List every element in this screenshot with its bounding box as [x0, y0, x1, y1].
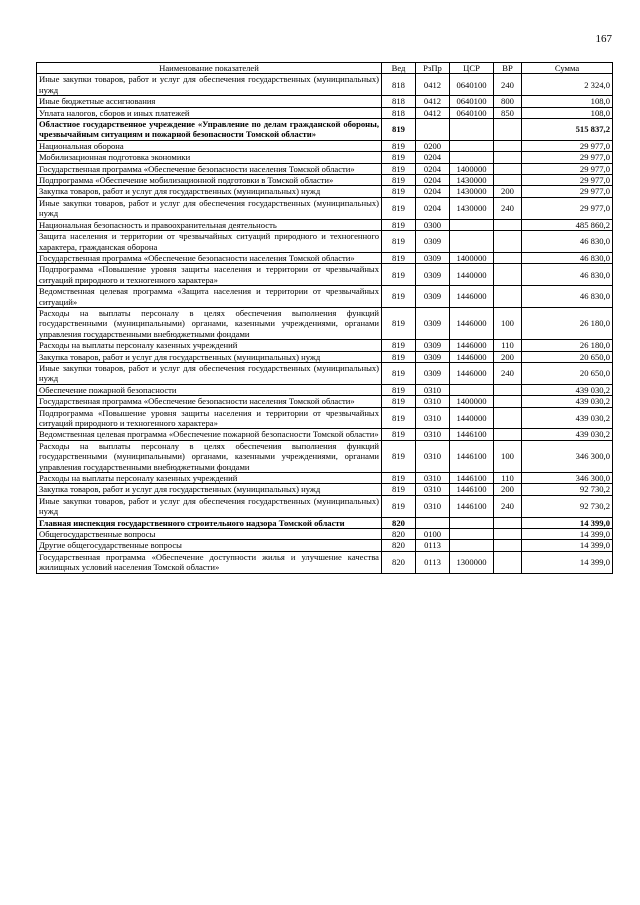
cell-name: Областное государственное учреждение «Управление по делам гражданской обороны, чрезвычайным ситуациям и пожарной безопасности Томской области» [37, 119, 382, 141]
cell-ved: 819 [382, 197, 416, 219]
cell-csr [450, 119, 494, 141]
table-row [37, 286, 613, 308]
cell-sum: 46 830,0 [522, 252, 613, 263]
cell-name: Закупка товаров, работ и услуг для государственных (муниципальных) нужд [37, 186, 382, 197]
cell-vr: 240 [494, 362, 522, 384]
cell-csr [450, 517, 494, 528]
cell-vr: 240 [494, 74, 522, 96]
table-row [37, 473, 613, 484]
cell-rzpr: 0310 [416, 407, 450, 429]
cell-ved: 819 [382, 384, 416, 395]
cell-vr [494, 396, 522, 407]
cell-name: Мобилизационная подготовка экономики [37, 152, 382, 163]
cell-ved: 819 [382, 119, 416, 141]
cell-name: Расходы на выплаты персоналу в целях обеспечения выполнения функций государственными (муниципальными) органами, казенными учреждениями, органами управления государственными внебюджетными фондами [37, 440, 382, 472]
cell-csr [450, 152, 494, 163]
cell-rzpr: 0300 [416, 219, 450, 230]
cell-csr [450, 529, 494, 540]
cell-ved: 819 [382, 407, 416, 429]
cell-ved: 819 [382, 152, 416, 163]
cell-csr: 1446000 [450, 351, 494, 362]
cell-name: Иные закупки товаров, работ и услуг для обеспечения государственных (муниципальных) нужд [37, 74, 382, 96]
cell-csr: 0640100 [450, 96, 494, 107]
cell-csr: 1446000 [450, 362, 494, 384]
table-body [37, 74, 613, 573]
cell-name: Общегосударственные вопросы [37, 529, 382, 540]
cell-sum: 14 399,0 [522, 551, 613, 573]
cell-vr [494, 231, 522, 253]
cell-ved: 820 [382, 551, 416, 573]
cell-csr: 1446100 [450, 484, 494, 495]
cell-sum: 515 837,2 [522, 119, 613, 141]
table-row [37, 163, 613, 174]
cell-vr: 200 [494, 186, 522, 197]
cell-rzpr: 0309 [416, 264, 450, 286]
cell-name: Иные закупки товаров, работ и услуг для обеспечения государственных (муниципальных) нужд [37, 495, 382, 517]
cell-rzpr: 0412 [416, 107, 450, 118]
cell-name: Другие общегосударственные вопросы [37, 540, 382, 551]
cell-sum: 346 300,0 [522, 440, 613, 472]
cell-sum: 346 300,0 [522, 473, 613, 484]
cell-csr [450, 384, 494, 395]
cell-sum: 14 399,0 [522, 529, 613, 540]
cell-name: Иные закупки товаров, работ и услуг для обеспечения государственных (муниципальных) нужд [37, 197, 382, 219]
table-row [37, 96, 613, 107]
cell-sum: 29 977,0 [522, 152, 613, 163]
table-row [37, 540, 613, 551]
cell-name: Ведомственная целевая программа «Защита населения и территории от чрезвычайных ситуаций» [37, 286, 382, 308]
cell-csr: 0640100 [450, 74, 494, 96]
cell-csr: 1446100 [450, 440, 494, 472]
cell-ved: 819 [382, 231, 416, 253]
cell-sum: 26 180,0 [522, 340, 613, 351]
cell-csr: 1430000 [450, 197, 494, 219]
table-row [37, 252, 613, 263]
cell-csr: 1446000 [450, 307, 494, 339]
table-row [37, 440, 613, 472]
cell-rzpr: 0310 [416, 440, 450, 472]
cell-name: Подпрограмма «Повышение уровня защиты населения и территории от чрезвычайных ситуаций природного и техногенного характера» [37, 264, 382, 286]
cell-name: Уплата налогов, сборов и иных платежей [37, 107, 382, 118]
table-row [37, 362, 613, 384]
cell-rzpr: 0113 [416, 551, 450, 573]
cell-ved: 819 [382, 186, 416, 197]
cell-ved: 820 [382, 540, 416, 551]
cell-csr [450, 540, 494, 551]
table-row [37, 484, 613, 495]
cell-name: Иные закупки товаров, работ и услуг для обеспечения государственных (муниципальных) нужд [37, 362, 382, 384]
cell-vr [494, 407, 522, 429]
table-row [37, 495, 613, 517]
cell-ved: 819 [382, 252, 416, 263]
cell-ved: 818 [382, 96, 416, 107]
cell-rzpr: 0310 [416, 384, 450, 395]
cell-ved: 819 [382, 163, 416, 174]
table-row [37, 529, 613, 540]
cell-csr: 0640100 [450, 107, 494, 118]
cell-vr [494, 286, 522, 308]
cell-ved: 818 [382, 74, 416, 96]
table-row [37, 396, 613, 407]
cell-vr: 110 [494, 340, 522, 351]
table-row [37, 140, 613, 151]
cell-vr [494, 384, 522, 395]
cell-csr: 1300000 [450, 551, 494, 573]
cell-sum: 92 730,2 [522, 484, 613, 495]
cell-ved: 818 [382, 107, 416, 118]
cell-sum: 46 830,0 [522, 286, 613, 308]
cell-ved: 819 [382, 473, 416, 484]
cell-ved: 819 [382, 140, 416, 151]
header-sum: Сумма [522, 63, 613, 74]
cell-rzpr: 0204 [416, 175, 450, 186]
cell-vr: 110 [494, 473, 522, 484]
cell-csr: 1446100 [450, 495, 494, 517]
table-row [37, 197, 613, 219]
cell-name: Иные бюджетные ассигнования [37, 96, 382, 107]
cell-name: Расходы на выплаты персоналу казенных учреждений [37, 340, 382, 351]
table-row [37, 351, 613, 362]
cell-rzpr: 0310 [416, 484, 450, 495]
table-row [37, 74, 613, 96]
cell-ved: 819 [382, 340, 416, 351]
cell-sum: 92 730,2 [522, 495, 613, 517]
cell-ved: 820 [382, 517, 416, 528]
cell-name: Расходы на выплаты персоналу в целях обеспечения выполнения функций государственными (муниципальными) органами, казенными учреждениями, органами управления государственными внебюджетными фондами [37, 307, 382, 339]
table-row [37, 407, 613, 429]
cell-sum: 20 650,0 [522, 351, 613, 362]
page-number: 167 [595, 33, 612, 45]
cell-ved: 819 [382, 440, 416, 472]
cell-rzpr: 0412 [416, 96, 450, 107]
cell-sum: 439 030,2 [522, 384, 613, 395]
cell-rzpr: 0204 [416, 186, 450, 197]
cell-rzpr: 0310 [416, 495, 450, 517]
cell-ved: 819 [382, 219, 416, 230]
table-row [37, 231, 613, 253]
table-row [37, 517, 613, 528]
cell-rzpr: 0200 [416, 140, 450, 151]
cell-sum: 29 977,0 [522, 186, 613, 197]
cell-name: Государственная программа «Обеспечение безопасности населения Томской области» [37, 252, 382, 263]
header-rzpr: РзПр [416, 63, 450, 74]
cell-vr: 850 [494, 107, 522, 118]
cell-csr [450, 231, 494, 253]
cell-rzpr: 0309 [416, 307, 450, 339]
cell-name: Национальная безопасность и правоохранительная деятельность [37, 219, 382, 230]
cell-vr: 240 [494, 197, 522, 219]
cell-name: Закупка товаров, работ и услуг для государственных (муниципальных) нужд [37, 484, 382, 495]
table-row [37, 152, 613, 163]
cell-ved: 819 [382, 396, 416, 407]
cell-sum: 439 030,2 [522, 429, 613, 440]
table-row [37, 119, 613, 141]
cell-vr: 100 [494, 307, 522, 339]
cell-sum: 2 324,0 [522, 74, 613, 96]
cell-name: Главная инспекция государственного строительного надзора Томской области [37, 517, 382, 528]
header-csr: ЦСР [450, 63, 494, 74]
cell-sum: 14 399,0 [522, 540, 613, 551]
cell-rzpr [416, 517, 450, 528]
cell-name: Обеспечение пожарной безопасности [37, 384, 382, 395]
cell-vr [494, 152, 522, 163]
cell-rzpr: 0100 [416, 529, 450, 540]
cell-rzpr: 0310 [416, 429, 450, 440]
cell-csr: 1430000 [450, 175, 494, 186]
cell-ved: 820 [382, 529, 416, 540]
cell-rzpr: 0309 [416, 351, 450, 362]
cell-rzpr: 0204 [416, 152, 450, 163]
cell-sum: 14 399,0 [522, 517, 613, 528]
cell-rzpr: 0204 [416, 163, 450, 174]
header-name: Наименование показателей [37, 63, 382, 74]
cell-vr [494, 540, 522, 551]
table-row [37, 429, 613, 440]
cell-csr [450, 219, 494, 230]
cell-vr [494, 529, 522, 540]
cell-sum: 46 830,0 [522, 231, 613, 253]
cell-csr: 1440000 [450, 264, 494, 286]
cell-rzpr: 0204 [416, 197, 450, 219]
cell-csr: 1446000 [450, 286, 494, 308]
cell-name: Закупка товаров, работ и услуг для государственных (муниципальных) нужд [37, 351, 382, 362]
cell-ved: 819 [382, 286, 416, 308]
cell-sum: 485 860,2 [522, 219, 613, 230]
cell-csr: 1430000 [450, 186, 494, 197]
cell-rzpr [416, 119, 450, 141]
cell-vr [494, 264, 522, 286]
cell-sum: 29 977,0 [522, 175, 613, 186]
cell-rzpr: 0309 [416, 231, 450, 253]
cell-ved: 819 [382, 429, 416, 440]
cell-vr: 100 [494, 440, 522, 472]
header-vr: ВР [494, 63, 522, 74]
cell-vr [494, 175, 522, 186]
cell-vr [494, 551, 522, 573]
cell-name: Защита населения и территории от чрезвычайных ситуаций природного и техногенного характера, гражданская оборона [37, 231, 382, 253]
cell-ved: 819 [382, 175, 416, 186]
cell-rzpr: 0309 [416, 286, 450, 308]
table-row [37, 107, 613, 118]
cell-csr: 1440000 [450, 407, 494, 429]
cell-csr: 1446100 [450, 429, 494, 440]
cell-ved: 819 [382, 264, 416, 286]
cell-vr [494, 119, 522, 141]
cell-csr: 1446100 [450, 473, 494, 484]
cell-rzpr: 0309 [416, 362, 450, 384]
table-row [37, 384, 613, 395]
cell-sum: 439 030,2 [522, 396, 613, 407]
cell-sum: 20 650,0 [522, 362, 613, 384]
cell-sum: 29 977,0 [522, 163, 613, 174]
cell-ved: 819 [382, 307, 416, 339]
table-row [37, 307, 613, 339]
cell-rzpr: 0309 [416, 252, 450, 263]
cell-name: Подпрограмма «Обеспечение мобилизационной подготовки в Томской области» [37, 175, 382, 186]
cell-csr: 1400000 [450, 163, 494, 174]
budget-table [36, 62, 613, 574]
cell-name: Государственная программа «Обеспечение безопасности населения Томской области» [37, 396, 382, 407]
table-row [37, 340, 613, 351]
cell-csr: 1400000 [450, 252, 494, 263]
table-header-row [37, 63, 613, 74]
cell-ved: 819 [382, 484, 416, 495]
cell-vr: 200 [494, 351, 522, 362]
cell-name: Подпрограмма «Повышение уровня защиты населения и территории от чрезвычайных ситуаций природного и техногенного характера» [37, 407, 382, 429]
cell-name: Расходы на выплаты персоналу казенных учреждений [37, 473, 382, 484]
cell-ved: 819 [382, 351, 416, 362]
table-row [37, 219, 613, 230]
table-row [37, 264, 613, 286]
cell-ved: 819 [382, 362, 416, 384]
cell-sum: 26 180,0 [522, 307, 613, 339]
cell-vr [494, 252, 522, 263]
cell-sum: 29 977,0 [522, 140, 613, 151]
cell-sum: 439 030,2 [522, 407, 613, 429]
cell-rzpr: 0309 [416, 340, 450, 351]
cell-sum: 29 977,0 [522, 197, 613, 219]
cell-name: Ведомственная целевая программа «Обеспечение пожарной безопасности Томской области» [37, 429, 382, 440]
cell-csr: 1400000 [450, 396, 494, 407]
table-row [37, 551, 613, 573]
cell-ved: 819 [382, 495, 416, 517]
cell-name: Национальная оборона [37, 140, 382, 151]
cell-sum: 108,0 [522, 96, 613, 107]
cell-vr [494, 429, 522, 440]
table-row [37, 186, 613, 197]
cell-name: Государственная программа «Обеспечение доступности жилья и улучшение качества жилищных условий населения Томской области» [37, 551, 382, 573]
header-ved: Вед [382, 63, 416, 74]
cell-csr: 1446000 [450, 340, 494, 351]
cell-vr [494, 517, 522, 528]
cell-vr [494, 140, 522, 151]
cell-vr [494, 219, 522, 230]
cell-vr: 800 [494, 96, 522, 107]
cell-vr [494, 163, 522, 174]
cell-rzpr: 0310 [416, 396, 450, 407]
cell-vr: 240 [494, 495, 522, 517]
cell-rzpr: 0412 [416, 74, 450, 96]
cell-sum: 108,0 [522, 107, 613, 118]
cell-name: Государственная программа «Обеспечение безопасности населения Томской области» [37, 163, 382, 174]
cell-sum: 46 830,0 [522, 264, 613, 286]
cell-vr: 200 [494, 484, 522, 495]
cell-rzpr: 0113 [416, 540, 450, 551]
table-row [37, 175, 613, 186]
cell-rzpr: 0310 [416, 473, 450, 484]
cell-csr [450, 140, 494, 151]
